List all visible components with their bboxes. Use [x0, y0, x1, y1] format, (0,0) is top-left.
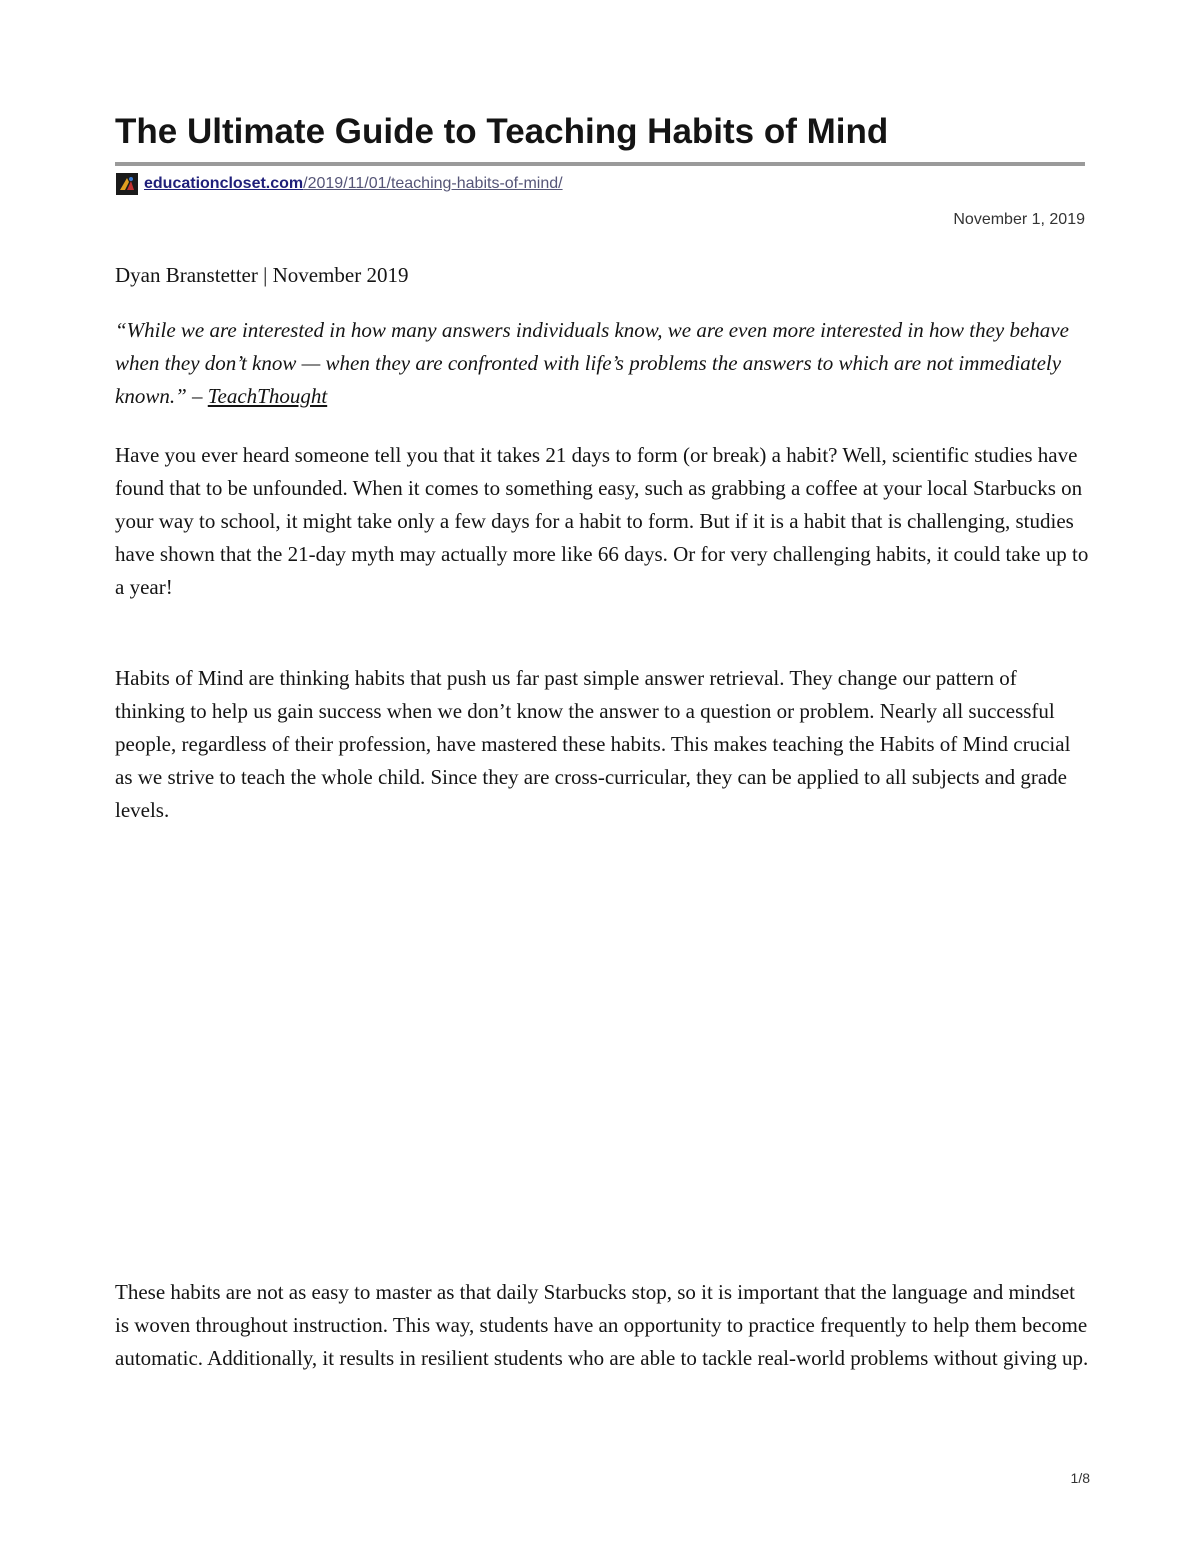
publish-date: November 1, 2019 — [953, 211, 1085, 228]
quote-attribution-link[interactable]: TeachThought — [207, 384, 328, 408]
source-path[interactable]: /2019/11/01/teaching-habits-of-mind/ — [303, 175, 563, 192]
page-title: The Ultimate Guide to Teaching Habits of Mind — [115, 112, 889, 151]
pull-quote — [115, 314, 1090, 413]
page-number: 1/8 — [1070, 1470, 1090, 1486]
source-link[interactable] — [116, 172, 563, 196]
paragraph-mastery: These habits are not as easy to master as that daily Starbucks stop, so it is important that the language and mindset is woven throughout instruction. This way, students have an opportunity to practice frequently to help them become automatic. Additionally, it results in resilient students who are able to tackle real-world problems without giving up. — [115, 1280, 1089, 1370]
source-domain[interactable]: educationcloset.com — [144, 175, 304, 192]
byline: Dyan Branstetter | November 2019 — [115, 263, 409, 287]
title-divider — [115, 162, 1085, 166]
paragraph-habits-of-mind: Habits of Mind are thinking habits that push us far past simple answer retrieval. They change our pattern of thinking to help us gain success when we don’t know the answer to a question or problem. Nearly all successful people, regardless of their profession, have mastered these habits. This makes teaching the Habits of Mind crucial as we strive to teach the whole child. Since they are cross-curricular, they can be applied to all subjects and grade levels. — [115, 666, 1071, 822]
educationcloset-favicon-icon — [116, 173, 138, 195]
quote-text: “While we are interested in how many answers individuals know, we are even more interested in how they behave when they don’t know — when they are confronted with life’s problems the answers to which are not immediately known.” – — [115, 318, 1069, 408]
paragraph-intro: Have you ever heard someone tell you that it takes 21 days to form (or break) a habit? Well, scientific studies have found that to be unfounded. When it comes to something easy, such as grabbing a coffee at your local Starbucks on your way to school, it might take only a few days for a habit to form. But if it is a habit that is challenging, studies have shown that the 21-day myth may actually more like 66 days. Or for very challenging habits, it could take up to a year! — [115, 443, 1089, 599]
